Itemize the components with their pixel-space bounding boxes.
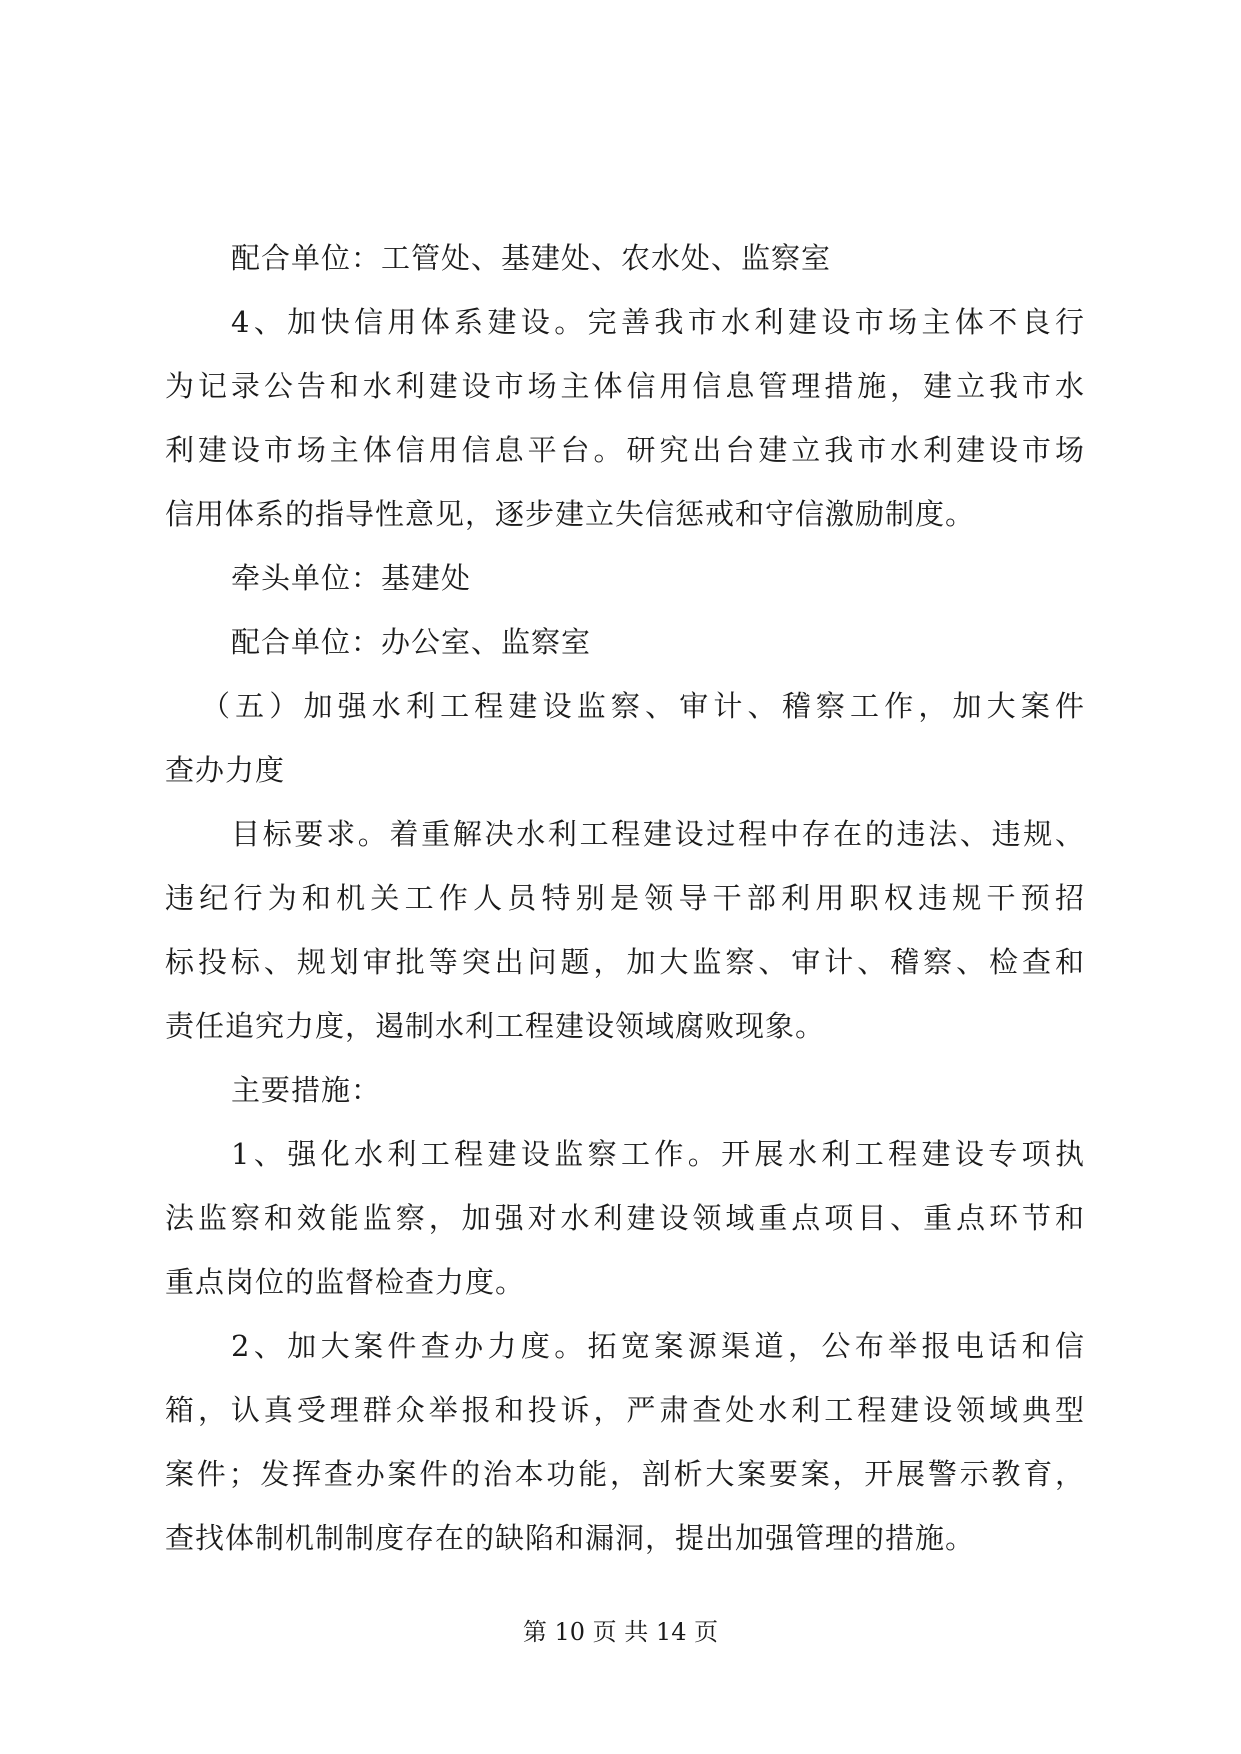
text-line: 信用体系的指导性意见，逐步建立失信惩戒和守信激励制度。 (165, 497, 976, 531)
text-line: 查找体制机制制度存在的缺陷和漏洞，提出加强管理的措施。 (165, 1521, 976, 1555)
text-line: 为记录公告和水利建设市场主体信用信息管理措施，建立我市水 (165, 369, 1085, 403)
text-line: 目标要求。着重解决水利工程建设过程中存在的违法、违规、 (231, 817, 1085, 851)
text-line: 配合单位：工管处、基建处、农水处、监察室 (231, 241, 832, 275)
section-heading-line: 查办力度 (165, 753, 286, 787)
text-line: 案件；发挥查办案件的治本功能，剖析大案要案，开展警示教育， (165, 1457, 1085, 1491)
text-line: 违纪行为和机关工作人员特别是领导干部利用职权违规干预招 (165, 881, 1085, 915)
text-line: 牵头单位：基建处 (231, 561, 472, 595)
text-line: 配合单位：办公室、监察室 (231, 625, 592, 659)
text-line: 箱，认真受理群众举报和投诉，严肃查处水利工程建设领域典型 (165, 1393, 1085, 1427)
text-line: 1、强化水利工程建设监察工作。开展水利工程建设专项执 (231, 1137, 1085, 1171)
page-footer: 第 10 页 共 14 页 (522, 1618, 719, 1646)
text-line: 责任追究力度，遏制水利工程建设领域腐败现象。 (165, 1009, 826, 1043)
section-heading-line: （五）加强水利工程建设监察、审计、稽察工作，加大案件 (201, 689, 1085, 723)
text-line: 主要措施： (231, 1073, 382, 1107)
text-line: 利建设市场主体信用信息平台。研究出台建立我市水利建设市场 (165, 433, 1085, 467)
text-line: 标投标、规划审批等突出问题，加大监察、审计、稽察、检查和 (165, 945, 1085, 979)
text-line: 法监察和效能监察，加强对水利建设领域重点项目、重点环节和 (165, 1201, 1085, 1235)
text-line: 2、加大案件查办力度。拓宽案源渠道，公布举报电话和信 (231, 1329, 1085, 1363)
document-body (165, 226, 1085, 1570)
text-line: 4、加快信用体系建设。完善我市水利建设市场主体不良行 (231, 305, 1085, 339)
text-line: 重点岗位的监督检查力度。 (165, 1265, 526, 1299)
